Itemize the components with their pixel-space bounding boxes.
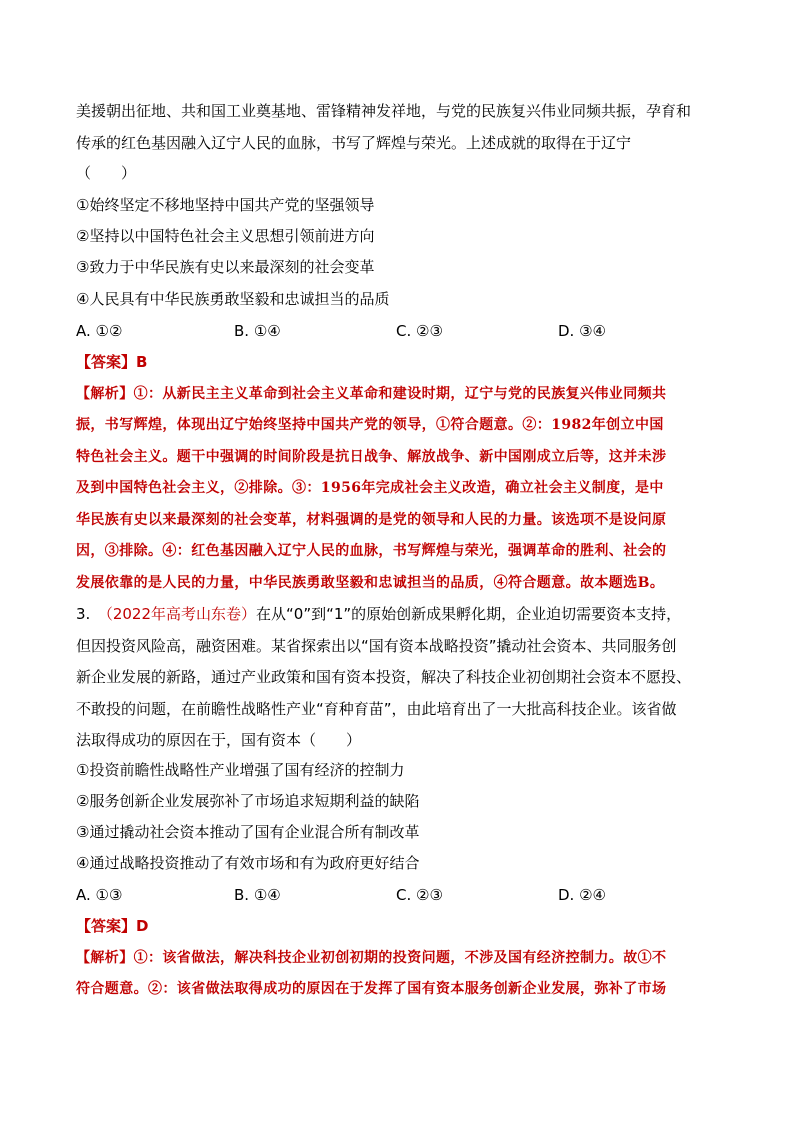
q3-stem-first: 在从“0”到“1”的原始创新成果孵化期，企业迫切需要资本支持， [256,605,682,623]
q3-explanation-line-2: 符合题意。②：该省做法取得成功的原因在于发挥了国有资本服务创新企业发展，弥补了市场 [76,981,667,997]
q2-stem-line-1: 美援朝出征地、共和国工业奠基地、雷锋精神发祥地，与党的民族复兴伟业同频共振，孕育和 [76,102,692,120]
q3-source: （2022年高考山东卷） [105,605,256,623]
q2-option-a: A. ①② [76,322,123,340]
q3-option-b: B. ①④ [234,886,281,904]
q2-explanation-line-4: 及到中国特色社会主义，②排除。③：1956年完成社会主义改造，确立社会主义制度，是中 [76,480,664,496]
q2-stem-line-3: （ ） [76,164,137,182]
q3-answer: 【答案】D [76,917,149,935]
q2-explanation-line-3: 特色社会主义。题干中强调的时间阶段是抗日战争、解放战争、新中国刚成立后等，这并未涉 [76,449,667,465]
q2-option-d: D. ③④ [558,322,606,340]
q2-explanation-line-2: 振，书写辉煌，体现出辽宁始终坚持中国共产党的领导，①符合题意。②：1982年创立中国 [76,417,664,433]
q2-explanation-line-5: 华民族有史以来最深刻的社会变革，材料强调的是党的领导和人民的力量。该选项不是设问原 [76,512,667,528]
q3-statement-1: ①投资前瞻性战略性产业增强了国有经济的控制力 [76,761,405,779]
q3-statement-2: ②服务创新企业发展弥补了市场追求短期利益的缺陷 [76,792,420,810]
q3-statement-4: ④通过战略投资推动了有效市场和有为政府更好结合 [76,854,420,872]
q3-stem-line-2: 但因投资风险高，融资困难。某省探索出以“国有资本战略投资”撬动社会资本、共同服务创 [76,637,677,655]
q3-stem-line-3: 新企业发展的新路，通过产业政策和国有资本投资，解决了科技企业初创期社会资本不愿投、 [76,668,692,686]
q3-option-a: A. ①③ [76,886,123,904]
q3-option-d: D. ②④ [558,886,606,904]
q2-statement-2: ②坚持以中国特色社会主义思想引领前进方向 [76,227,375,245]
q3-option-c: C. ②③ [396,886,443,904]
q3-stem-line-4: 不敢投的问题，在前瞻性战略性产业“育种育苗”，由此培育出了一大批高科技企业。该省做 [76,700,677,718]
q2-explanation-line-6: 因，③排除。④：红色基因融入辽宁人民的血脉，书写辉煌与荣光，强调革命的胜利、社会的 [76,543,667,559]
q2-statement-4: ④人民具有中华民族勇敢坚毅和忠诚担当的品质 [76,290,390,308]
q2-answer: 【答案】B [76,353,148,371]
q2-option-b: B. ①④ [234,322,281,340]
q3-stem-line-5: 法取得成功的原因在于，国有资本（ ） [76,731,362,749]
q3-stem-line-1 [76,604,726,624]
q2-statement-1: ①始终坚定不移地坚持中国共产党的坚强领导 [76,196,375,214]
q3-number: 3. [76,605,106,623]
q2-explanation-line-7: 发展依靠的是人民的力量，中华民族勇敢坚毅和忠诚担当的品质，④符合题意。故本题选B。 [76,575,665,591]
q2-option-c: C. ②③ [396,322,443,340]
q2-explanation-line-1: 【解析】①：从新民主主义革命到社会主义革命和建设时期，辽宁与党的民族复兴伟业同频共 [76,386,667,402]
q3-statement-3: ③通过撬动社会资本推动了国有企业混合所有制改革 [76,823,420,841]
q2-stem-line-2: 传承的红色基因融入辽宁人民的血脉，书写了辉煌与荣光。上述成就的取得在于辽宁 [76,134,632,152]
q3-explanation-line-1: 【解析】①：该省做法，解决科技企业初创初期的投资问题，不涉及国有经济控制力。故①不 [76,950,667,966]
q2-statement-3: ③致力于中华民族有史以来最深刻的社会变革 [76,258,375,276]
